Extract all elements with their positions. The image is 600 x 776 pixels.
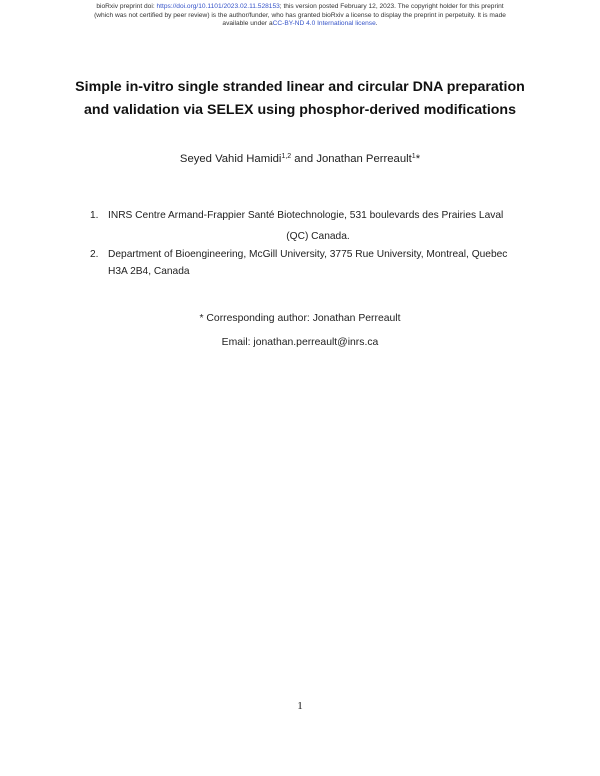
affiliation-number: 2. (90, 249, 99, 260)
preprint-banner (0, 3, 600, 29)
title-line-1: Simple in-vitro single stranded linear and circular DNA preparation (75, 79, 525, 95)
title-line-2: and validation via SELEX using phosphor-derived modifications (84, 102, 516, 118)
banner-line-1 (0, 3, 600, 12)
affiliation-number: 1. (90, 210, 99, 221)
corresponding-author: * Corresponding author: Jonathan Perreault (199, 313, 401, 324)
paper-title (40, 76, 560, 122)
affiliation-text: INRS Centre Armand-Frappier Santé Biotechnologie, 531 boulevards des Prairies Laval (108, 210, 504, 221)
banner-suffix: ; this version posted February 12, 2023. The copyright holder for this preprint (279, 3, 504, 10)
banner-prefix: bioRxiv preprint doi: (96, 3, 157, 10)
affiliation-text-continued: (QC) Canada. (286, 231, 350, 242)
doi-link[interactable]: https://doi.org/10.1101/2023.02.11.528153 (156, 3, 280, 10)
affiliation-text-continued: H3A 2B4, Canada (108, 266, 190, 277)
author-2: Jonathan Perreault (316, 153, 412, 165)
author-1: Seyed Vahid Hamidi (179, 153, 282, 165)
banner-line-2: (which was not certified by peer review) is the author/funder, who has granted bioRxiv a license to display the preprint in perpetuity. It is made (94, 11, 506, 19)
license-link[interactable]: CC-BY-ND 4.0 International license (272, 20, 376, 28)
contact-email: Email: jonathan.perreault@inrs.ca (221, 337, 379, 348)
author-list (0, 153, 600, 165)
license-prefix: available under a (222, 20, 273, 28)
license-suffix: . (375, 20, 378, 28)
banner-line-3 (0, 20, 600, 29)
author-2-affiliation: 1 (411, 153, 416, 160)
page-number: 1 (297, 700, 303, 712)
author-joiner: and (291, 153, 317, 165)
author-1-affiliation: 1,2 (281, 153, 292, 160)
corresponding-star: * (415, 153, 421, 165)
affiliation-text: Department of Bioengineering, McGill University, 3775 Rue University, Montreal, Quebec (108, 249, 508, 260)
